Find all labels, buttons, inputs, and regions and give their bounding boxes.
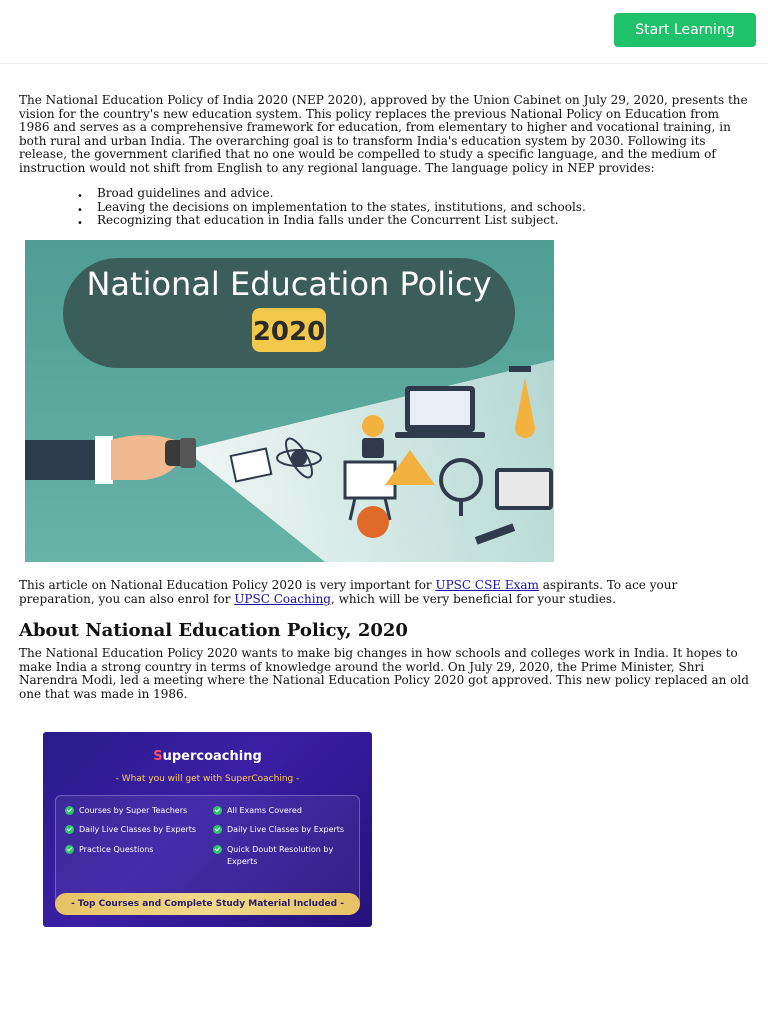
bullet-icon: • (77, 218, 83, 229)
check-icon (213, 806, 222, 815)
supercoaching-logo: Supercoaching (153, 749, 262, 764)
feature-item: Quick Doubt Resolution by Experts (213, 844, 343, 868)
section-heading: About National Education Policy, 2020 (19, 620, 408, 641)
upsc-paragraph: This article on National Education Policy 2020 is very important for UPSC CSE Exam aspirants. To ace your preparation, you can also enrol for UPSC Coaching, which will be very beneficial for your studies. (19, 578, 678, 606)
language-policy-list (77, 186, 751, 229)
bullet-icon: • (77, 204, 83, 216)
hero-title: National Education Policy (86, 265, 492, 303)
upsc-cse-exam-link[interactable]: UPSC CSE Exam (435, 578, 539, 592)
list-item: • Leaving the decisions on implementation to the states, institutions, and schools. (77, 199, 586, 216)
promo-cta-bar[interactable]: - Top Courses and Complete Study Material Included - (55, 893, 360, 915)
intro-paragraph: The National Education Policy of India 2020 (NEP 2020), approved by the Union Cabinet on July 29, 2020, presents the vision for the country's new education system. This policy replaces the previous National Policy on Education from 1986 and serves as a comprehensive framework for education, from elementary to higher and vocational training, in both rural and urban India. The overarching goal is to transform India's education system by 2030. Following its release, the government clarified that no one would be compelled to study a specific language, and the medium of instruction would not shift from English to any regional language. The language policy in NEP provides: (19, 93, 748, 175)
supercoaching-promo-banner[interactable] (43, 732, 372, 927)
check-icon (213, 825, 222, 834)
feature-item: Daily Live Classes by Experts (65, 824, 205, 836)
feature-item: Daily Live Classes by Experts (213, 824, 353, 836)
feature-item: Courses by Super Teachers (65, 805, 205, 817)
bullet-icon: • (77, 191, 83, 202)
promo-tagline: - What you will get with SuperCoaching - (115, 774, 300, 784)
nep-hero-image (25, 240, 554, 562)
feature-item: All Exams Covered (213, 805, 353, 817)
nep-illustration (25, 240, 554, 562)
upsc-coaching-link[interactable]: UPSC Coaching (234, 591, 331, 606)
start-learning-button[interactable]: Start Learning (614, 13, 756, 47)
hero-year: 2020 (252, 317, 326, 347)
check-icon (65, 845, 74, 854)
about-paragraph: The National Education Policy 2020 wants to make big changes in how schools and colleges work in India. It hopes to make India a strong country in terms of knowledge around the world. On July 29, 2020, the Prime Minister, Shri Narendra Modi, led a meeting where the National Education Policy 2020 got approved. This new policy replaced an old one that was made in 1986. (19, 646, 749, 701)
list-item: • Broad guidelines and advice. (77, 186, 274, 202)
article-intro (19, 94, 751, 228)
top-bar (0, 0, 768, 64)
list-item: • Recognizing that education in India falls under the Concurrent List subject. (77, 213, 559, 229)
check-icon (65, 825, 74, 834)
check-icon (213, 845, 222, 854)
feature-item: Practice Questions (65, 844, 205, 856)
check-icon (65, 806, 74, 815)
